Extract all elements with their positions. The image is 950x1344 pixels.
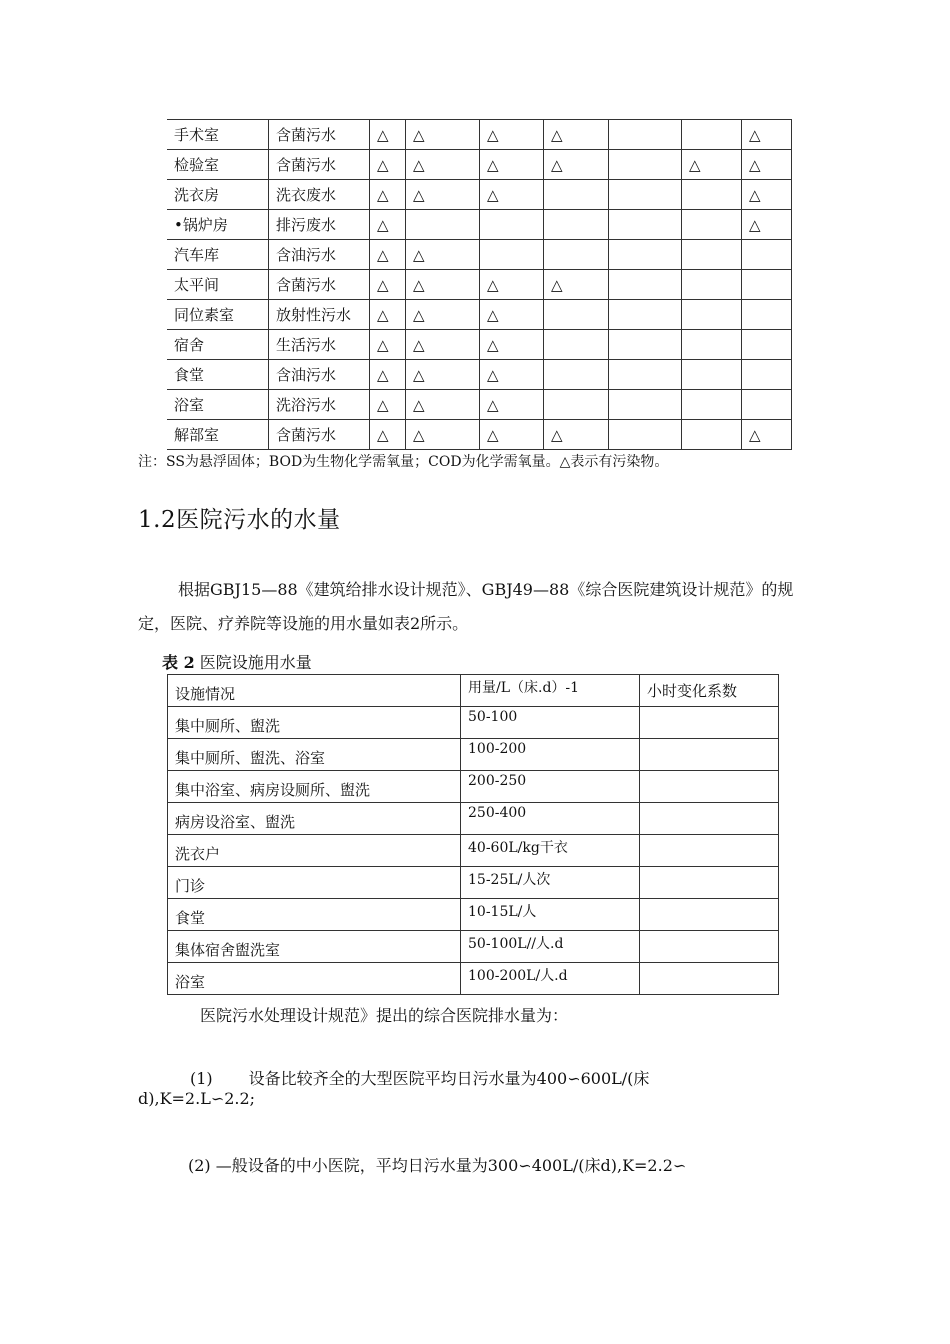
table-cell-text: 50-100L//人.d — [468, 936, 564, 952]
table-row — [168, 899, 779, 931]
table-cell — [461, 771, 640, 803]
table-row — [168, 867, 779, 899]
table-cell — [609, 270, 682, 300]
table-cell — [480, 210, 544, 240]
table-row — [167, 300, 792, 330]
table-header-text: 用量/L（床.d）-1 — [468, 680, 580, 696]
table-cell — [640, 803, 779, 835]
item-1-number: (1) — [190, 1069, 213, 1088]
table-cell: △ — [544, 120, 609, 150]
table-cell — [742, 360, 792, 390]
table-row — [168, 835, 779, 867]
table-cell: △ — [406, 330, 480, 360]
table-cell-text: 洗衣户 — [175, 845, 221, 863]
table-cell: △ — [370, 390, 406, 420]
table-cell: △ — [544, 420, 609, 450]
drainage-intro: 医院污水处理设计规范》提出的综合医院排水量为： — [200, 1006, 569, 1025]
table-cell-text: 门诊 — [175, 877, 206, 895]
table-cell: △ — [480, 360, 544, 390]
table-cell — [461, 803, 640, 835]
table-cell: △ — [406, 150, 480, 180]
table-cell: △ — [406, 120, 480, 150]
table-cell: 汽车库 — [167, 240, 269, 270]
table-cell: △ — [406, 420, 480, 450]
table-cell: △ — [682, 150, 742, 180]
table-cell-text: 集中浴室、病房设厕所、盥洗 — [175, 781, 371, 799]
table-cell: △ — [480, 330, 544, 360]
table-cell: △ — [406, 270, 480, 300]
table-row — [167, 420, 792, 450]
table-cell: △ — [370, 300, 406, 330]
table-header-text: 设施情况 — [175, 685, 236, 703]
table-cell-text: 10-15L/人 — [468, 904, 537, 920]
table-row — [167, 330, 792, 360]
table-cell — [682, 390, 742, 420]
table-cell — [461, 963, 640, 995]
table-cell: 含油污水 — [269, 240, 370, 270]
water-usage-table — [167, 674, 779, 995]
table-cell: 宿舍 — [167, 330, 269, 360]
table-cell-text: 浴室 — [175, 973, 206, 991]
table-header-row — [168, 675, 779, 707]
table-cell: 含菌污水 — [269, 270, 370, 300]
table-cell: △ — [370, 150, 406, 180]
table-cell-text: 集中厕所、盥洗、浴室 — [175, 749, 326, 767]
table-cell: △ — [742, 120, 792, 150]
table-cell: 浴室 — [167, 390, 269, 420]
table-cell — [168, 867, 461, 899]
table-cell — [544, 330, 609, 360]
table-cell: 含菌污水 — [269, 120, 370, 150]
table-cell — [640, 931, 779, 963]
pollutant-table — [167, 119, 792, 450]
table-cell — [461, 899, 640, 931]
table-row — [167, 120, 792, 150]
table-cell: △ — [406, 240, 480, 270]
table-header-cell — [461, 675, 640, 707]
table-cell — [168, 803, 461, 835]
table-cell: •锅炉房 — [167, 210, 269, 240]
table-cell: 解部室 — [167, 420, 269, 450]
table-cell: △ — [544, 150, 609, 180]
table-cell-text: 食堂 — [175, 909, 206, 927]
table-cell: 检验室 — [167, 150, 269, 180]
table-cell: △ — [742, 210, 792, 240]
table-cell: △ — [370, 420, 406, 450]
table-cell: 太平间 — [167, 270, 269, 300]
table-cell — [461, 739, 640, 771]
table-cell: △ — [544, 270, 609, 300]
table-cell — [461, 931, 640, 963]
table-cell — [544, 300, 609, 330]
table-row — [168, 803, 779, 835]
item-1-text: 设备比较齐全的大型医院平均日污水量为400∽600L/(床 — [248, 1069, 650, 1088]
table-cell — [742, 270, 792, 300]
table-cell: 含油污水 — [269, 360, 370, 390]
table-cell: △ — [370, 120, 406, 150]
table-cell: 生活污水 — [269, 330, 370, 360]
table-cell — [742, 390, 792, 420]
table-cell — [461, 707, 640, 739]
table-cell — [682, 210, 742, 240]
item-1 — [190, 1066, 649, 1089]
table-cell: 含菌污水 — [269, 420, 370, 450]
table-cell — [406, 210, 480, 240]
table-cell-text: 100-200L/人.d — [468, 968, 568, 984]
table-cell — [682, 180, 742, 210]
table2-caption — [162, 650, 312, 673]
table-cell — [544, 210, 609, 240]
table-cell — [640, 707, 779, 739]
table-cell — [609, 240, 682, 270]
body-paragraph: 根据GBJ15—88《建筑给排水设计规范》、GBJ49—88《综合医院建筑设计规范》的规定，医院、疗养院等设施的用水量如表2所示。 — [138, 580, 794, 633]
table-cell-text: 40-60L/kg干衣 — [468, 840, 568, 856]
table-cell: △ — [370, 330, 406, 360]
table-cell — [640, 963, 779, 995]
table-cell: △ — [370, 240, 406, 270]
item-1-continuation: d),K=2.L∽2.2; — [138, 1089, 256, 1108]
table-cell: △ — [406, 300, 480, 330]
table-cell — [168, 963, 461, 995]
table-cell — [742, 330, 792, 360]
table-cell — [168, 771, 461, 803]
table-row — [167, 270, 792, 300]
item-2: (2) —般设备的中小医院，平均日污水量为300∽400L/(床d),K=2.2∽ — [188, 1156, 687, 1175]
section-heading: 1.2医院污水的水量 — [138, 507, 341, 533]
table-cell: △ — [480, 270, 544, 300]
table-row — [167, 360, 792, 390]
table-row — [168, 739, 779, 771]
table-cell — [742, 300, 792, 330]
table-cell — [544, 360, 609, 390]
table-row — [167, 180, 792, 210]
table-cell — [640, 899, 779, 931]
table-cell — [609, 180, 682, 210]
table-cell-text: 100-200 — [468, 741, 527, 757]
table-cell-text: 200-250 — [468, 773, 527, 789]
table-cell: 手术室 — [167, 120, 269, 150]
table-cell: 洗衣房 — [167, 180, 269, 210]
table-note: 注：SS为悬浮固体；BOD为生物化学需氧量；COD为化学需氧量。△表示有污染物。 — [138, 454, 669, 470]
table-header-cell — [168, 675, 461, 707]
table-cell — [682, 270, 742, 300]
table-cell-text: 集中厕所、盥洗 — [175, 717, 281, 735]
table-cell: 洗衣废水 — [269, 180, 370, 210]
table2-caption-title: 医院设施用水量 — [194, 653, 312, 672]
table-cell — [682, 420, 742, 450]
table-cell — [682, 330, 742, 360]
table-cell: 排污废水 — [269, 210, 370, 240]
table-cell: △ — [742, 150, 792, 180]
table-cell — [742, 240, 792, 270]
table-cell — [544, 390, 609, 420]
table-cell — [168, 835, 461, 867]
table-cell-text: 250-400 — [468, 805, 527, 821]
table-cell: △ — [370, 210, 406, 240]
table-cell: 食堂 — [167, 360, 269, 390]
table-cell-text: 病房设浴室、盥洗 — [175, 813, 296, 831]
table-cell: △ — [480, 120, 544, 150]
table-cell — [168, 707, 461, 739]
table-header-cell — [640, 675, 779, 707]
table-cell-text: 15-25L/人次 — [468, 872, 551, 888]
table-cell — [168, 931, 461, 963]
table-row — [167, 240, 792, 270]
table-cell — [640, 739, 779, 771]
table-row — [168, 963, 779, 995]
table-cell — [609, 390, 682, 420]
table-cell — [461, 867, 640, 899]
table-cell: △ — [370, 360, 406, 390]
table-cell — [609, 300, 682, 330]
table-cell-text: 50-100 — [468, 709, 518, 725]
table-row — [168, 707, 779, 739]
table-cell — [480, 240, 544, 270]
table-cell: △ — [480, 150, 544, 180]
table-header-text: 小时变化系数 — [647, 682, 738, 700]
table-cell: △ — [480, 390, 544, 420]
table-cell — [544, 240, 609, 270]
table-cell — [461, 835, 640, 867]
table-cell — [609, 120, 682, 150]
table-cell — [609, 150, 682, 180]
table-cell: △ — [406, 390, 480, 420]
table-cell — [682, 120, 742, 150]
table-cell: △ — [480, 420, 544, 450]
table-cell — [544, 180, 609, 210]
table-row — [167, 150, 792, 180]
table-row — [167, 210, 792, 240]
table-cell: 洗浴污水 — [269, 390, 370, 420]
table-cell: △ — [480, 300, 544, 330]
table-cell — [682, 360, 742, 390]
table-cell — [168, 899, 461, 931]
table-cell — [609, 330, 682, 360]
table-cell: △ — [370, 270, 406, 300]
table-cell: △ — [742, 180, 792, 210]
table-row — [168, 931, 779, 963]
table-cell: 放射性污水 — [269, 300, 370, 330]
table-cell: △ — [480, 180, 544, 210]
table-cell — [640, 835, 779, 867]
table-cell — [640, 771, 779, 803]
table-cell — [640, 867, 779, 899]
table-cell — [609, 360, 682, 390]
table-cell-text: 集体宿舍盥洗室 — [175, 941, 281, 959]
table-cell — [609, 210, 682, 240]
table-cell: △ — [406, 360, 480, 390]
table-cell — [682, 300, 742, 330]
table2-caption-number: 表 2 — [162, 653, 195, 672]
table-cell — [682, 240, 742, 270]
table-row — [168, 771, 779, 803]
table-cell — [609, 420, 682, 450]
table-cell: △ — [406, 180, 480, 210]
table-cell: 同位素室 — [167, 300, 269, 330]
table-cell: △ — [370, 180, 406, 210]
table-cell — [168, 739, 461, 771]
table-row — [167, 390, 792, 420]
table-cell: △ — [742, 420, 792, 450]
table-cell: 含菌污水 — [269, 150, 370, 180]
